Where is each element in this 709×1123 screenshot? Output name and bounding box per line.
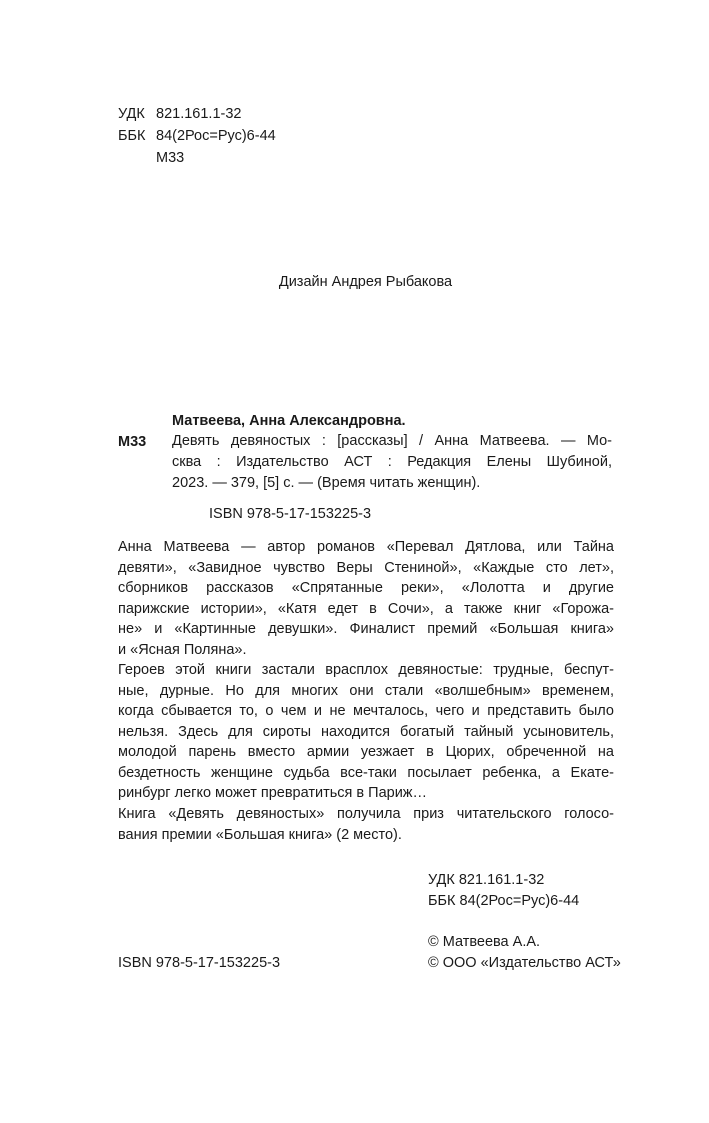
design-credit: Дизайн Андрея Рыбакова bbox=[278, 274, 453, 290]
udk-row bbox=[0, 106, 709, 126]
bib-line: Девять девяностых : [рассказы] / Анна Матвеева. — Мо- bbox=[172, 433, 612, 449]
bib-line: 2023. — 379, [5] с. — (Время читать женщин). bbox=[172, 475, 481, 491]
bbk-value: 84(2Рос=Рус)6-44 bbox=[156, 128, 276, 144]
bbk-label: ББК bbox=[118, 128, 146, 144]
footer-isbn: ISBN 978-5-17-153225-3 bbox=[118, 955, 281, 971]
side-code: М33 bbox=[118, 434, 147, 450]
copyright-publisher: © ООО «Издательство АСТ» bbox=[428, 955, 621, 971]
bib-isbn: ISBN 978-5-17-153225-3 bbox=[209, 506, 372, 522]
annotation-paragraph-2 bbox=[118, 660, 614, 804]
annotation-line: парижские истории», «Катя едет в Сочи», а также книг «Горожа- bbox=[118, 600, 614, 617]
annotation-line: ные, дурные. Но для многих они стали «волшебным» временем, bbox=[118, 682, 614, 699]
author-sign: М33 bbox=[156, 150, 185, 166]
footer-udk: УДК 821.161.1-32 bbox=[428, 872, 545, 888]
author-heading: Матвеева, Анна Александровна. bbox=[172, 413, 406, 429]
annotation-line: и «Ясная Поляна». bbox=[118, 641, 247, 658]
annotation-line: когда сбывается то, о чем и не мечталось, чего и представить было bbox=[118, 703, 614, 719]
annotation-line: молодой парень вместо армии уезжает в Цюрих, обреченной на bbox=[118, 744, 614, 760]
annotation-paragraph-3 bbox=[118, 804, 614, 845]
annotation-line: вания премии «Большая книга» (2 место). bbox=[118, 826, 402, 843]
footer-bbk: ББК 84(2Рос=Рус)6-44 bbox=[428, 893, 580, 909]
bbk-row bbox=[0, 128, 709, 148]
annotation-line: Героев этой книги застали врасплох девяностые: трудные, беспут- bbox=[118, 662, 614, 678]
annotation-line: бездетность женщине судьба все-таки посылает ребенка, а Екате- bbox=[118, 764, 614, 781]
annotation-line: не» и «Картинные девушки». Финалист премий «Большая книга» bbox=[118, 621, 614, 637]
annotation-paragraph-1 bbox=[118, 537, 614, 660]
annotation-line: Анна Матвеева — автор романов «Перевал Дятлова, или Тайна bbox=[118, 539, 614, 555]
bibliographic-description bbox=[172, 431, 612, 494]
bib-line: сква : Издательство АСТ : Редакция Елены Шубиной, bbox=[172, 454, 612, 470]
annotation-line: нельзя. Здесь для сироты находится богатый тайный усыновитель, bbox=[118, 723, 614, 740]
annotation-line: сборников рассказов «Спрятанные реки», «Лолотта и другие bbox=[118, 580, 614, 596]
copyright-author: © Матвеева А.А. bbox=[428, 934, 541, 950]
annotation-line: Книга «Девять девяностых» получила приз читательского голосо- bbox=[118, 806, 614, 822]
udk-label: УДК bbox=[118, 106, 145, 122]
annotation-line: ринбург легко может превратиться в Париж… bbox=[118, 785, 428, 801]
udk-value: 821.161.1-32 bbox=[156, 106, 242, 122]
annotation-line: девяти», «Завидное чувство Веры Стениной», «Каждые сто лет», bbox=[118, 559, 614, 576]
